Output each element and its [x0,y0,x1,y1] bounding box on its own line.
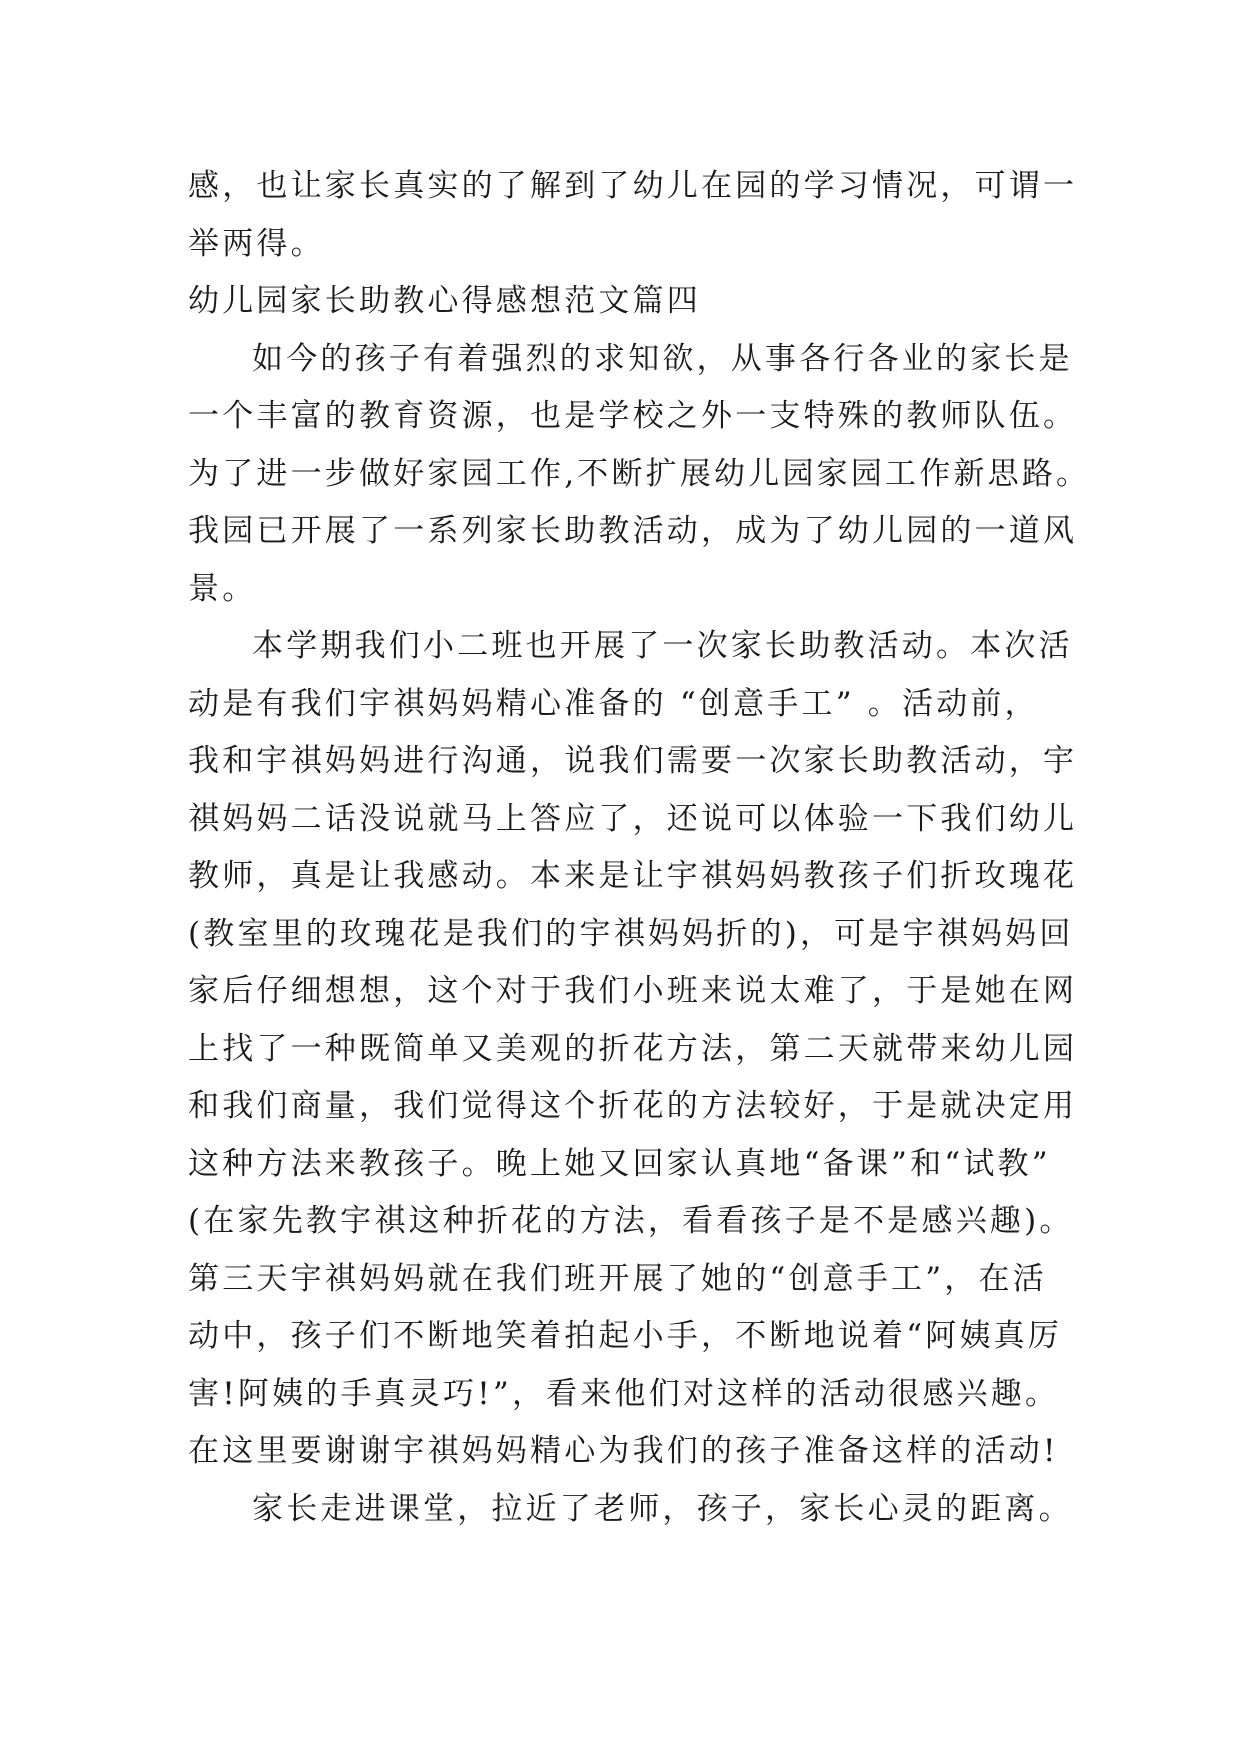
text-line: 如今的孩子有着强烈的求知欲，从事各行各业的家长是 [252,340,1073,377]
text-line: 家长走进课堂，拉近了老师，孩子，家长心灵的距离。 [252,1490,1073,1527]
text-line: 在这里要谢谢宇祺妈妈精心为我们的孩子准备这样的活动! [188,1433,1059,1469]
text-line: 一个丰富的教育资源，也是学校之外一支特殊的教师队伍。 [188,398,1078,434]
text-line: 家后仔细想想，这个对于我们小班来说太难了，于是她在网 [188,973,1078,1009]
text-line: 教师，真是让我感动。本来是让宇祺妈妈教孩子们折玫瑰花 [188,858,1078,894]
text-line: 景。 [188,570,257,607]
section-title [188,273,1058,331]
body-paragraph-3 [188,1481,1073,1539]
text-line: 我园已开展了一系列家长助教活动，成为了幼儿园的一道风 [188,513,1078,549]
text-line: 举两得。 [188,225,325,262]
text-line: 我和宇祺妈妈进行沟通，说我们需要一次家长助教活动，宇 [188,743,1078,779]
section-title-text: 幼儿园家长助教心得感想范文篇四 [188,283,701,319]
text-line: 这种方法来教孩子。晚上她又回家认真地“备课”和“试教” [188,1145,1051,1182]
text-line: 上找了一种既简单又美观的折花方法，第二天就带来幼儿园 [188,1030,1078,1067]
text-line: (教室里的玫瑰花是我们的宇祺妈妈折的)，可是宇祺妈妈回 [188,915,1074,952]
body-paragraph-1 [188,331,1091,619]
text-line: 为了进一步做好家园工作,不断扩展幼儿园家园工作新思路。 [188,455,1091,492]
text-line: 动是有我们宇祺妈妈精心准备的 “创意手工” 。活动前， [188,685,1039,722]
body-paragraph-2 [188,618,1078,1481]
text-line: 祺妈妈二话没说就马上答应了，还说可以体验一下我们幼儿 [188,800,1078,837]
text-line: 本学期我们小二班也开展了一次家长助教活动。本次活 [252,628,1073,664]
continuation-paragraph [188,158,1078,273]
text-line: 害!阿姨的手真灵巧!”，看来他们对这样的活动很感兴趣。 [188,1375,1060,1412]
text-line: (在家先教宇祺这种折花的方法，看看孩子是不是感兴趣)。 [188,1203,1074,1239]
text-line: 感，也让家长真实的了解到了幼儿在园的学习情况，可谓一 [188,168,1078,204]
document-page [188,158,1091,1538]
text-line: 动中，孩子们不断地笑着拍起小手，不断地说着“阿姨真厉 [188,1318,1063,1354]
text-line: 和我们商量，我们觉得这个折花的方法较好，于是就决定用 [188,1088,1078,1124]
text-line: 第三天宇祺妈妈就在我们班开展了她的“创意手工”，在活 [188,1260,1047,1297]
